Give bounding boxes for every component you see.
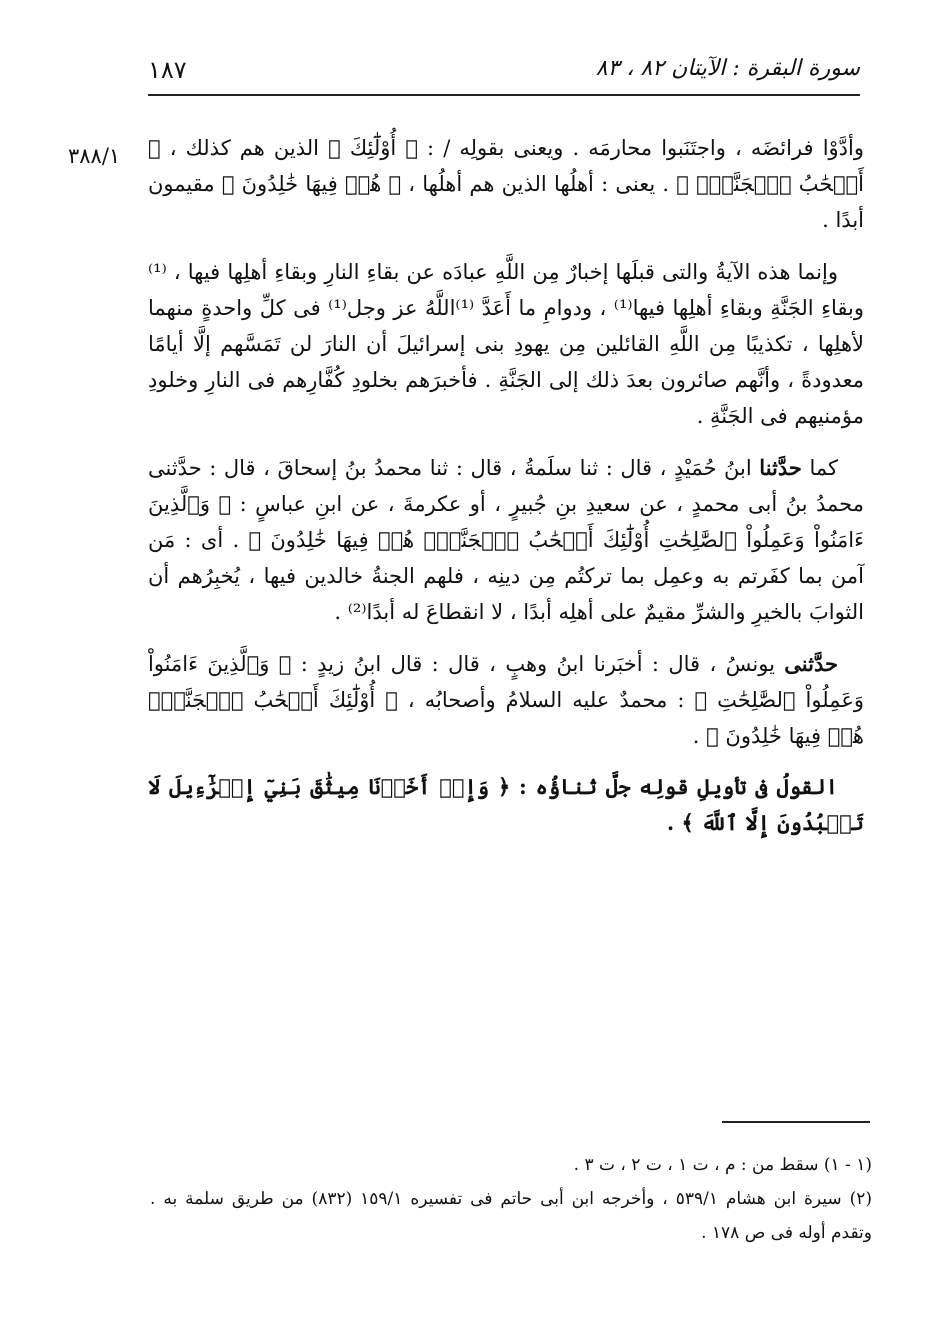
page-number: ١٨٧: [148, 56, 187, 84]
paragraph-4-text: يونسُ ، قال : أخبَرنا ابنُ وهبٍ ، قال : قال ابنُ زيدٍ : ﴿ وَٱلَّذِينَ ءَامَنُواْ وَعَمِلُواْ ٱلصَّٰلِحَٰتِ ﴾ : محمدٌ عليه السلامُ وأصحابُه ، ﴿ أُوْلَٰٓئِكَ أَصۡحَٰبُ ٱلۡجَنَّةِۖ هُمۡ فِيهَا خَٰلِدُونَ ﴾ .: [148, 651, 864, 749]
paragraph-4: [148, 646, 864, 755]
paragraph-1: وأدَّوْا فرائضَه ، واجتَنَبوا محارمَه . ويعنى بقولِه / : ﴿ أُوْلَٰٓئِكَ ﴾ الذين هم كذلك ، ﴿ أَصۡحَٰبُ ٱلۡجَنَّةِۖ ﴾ . يعنى : أهلُها الذين هم أهلُها ، ﴿ هُمۡ فِيهَا خَٰلِدُونَ ﴾ مقيمون أبدًا .: [148, 136, 864, 233]
footnote-2: (٢) سيرة ابن هشام ٥٣٩/١ ، وأخرجه ابن أبى حاتم فى تفسيره ١٥٩/١ (٨٣٢) من طريق سلمة به . وتقدم أوله فى ص ١٧٨ .: [150, 1189, 872, 1243]
paragraph-3: [148, 450, 864, 631]
paragraph-5: [148, 769, 864, 841]
paragraph-3-isnad-marker: حدَّثنا: [759, 454, 802, 480]
footnotes: [150, 1148, 872, 1250]
quran-verse: ﴿ وَإِذۡ أَخَذۡنَا مِيثَٰقَ بَنِيٓ إِسۡرَٰٓءِيلَ لَا تَعۡبُدُونَ إِلَّا ٱللَّهَ ﴾ .: [148, 774, 864, 836]
main-text: [148, 130, 864, 857]
paragraph-2: وإنما هذه الآيةُ والتى قبلَها إخبارٌ مِن اللَّهِ عبادَه عن بقاءِ النارِ وبقاءِ أهلِها فيها ، ⁽¹⁾وبقاءِ الجَنَّةِ وبقاءِ أهلِها فيها⁽¹⁾ ، ودوامِ ما أَعَدَّ ⁽¹⁾اللَّهُ عز وجل⁽¹⁾ فى كلِّ واحدةٍ منهما لأهلِها ، تكذيبًا مِن اللَّهِ القائلين مِن يهودِ بنى إسرائيلَ أن النارَ لن تَمَسَّهم إلَّا أيامًا معدودةً ، وأنَّهم صائرون بعدَ ذلك إلى الجَنَّةِ . فأخبرَهم بخلودِ كُفَّارِهم فى النارِ وخلودِ مؤمنيهم فى الجَنَّةِ .: [148, 259, 865, 429]
section-heading: القولُ فى تأويلِ قولِه جلَّ ثناؤُه :: [519, 774, 838, 800]
paragraph-4-isnad-marker: حدَّثنى: [784, 650, 838, 676]
page-header: [148, 50, 860, 96]
footnote-1: (١ - ١) سقط من : م ، ت ١ ، ت ٢ ، ت ٣ .: [573, 1155, 872, 1175]
paragraph-3-text: ابنُ حُمَيْدٍ ، قال : ثنا سلَمةُ ، قال : ثنا محمدُ بنُ إسحاقَ ، قال : حدَّثنى محمدُ بنُ أبى محمدٍ ، عن سعيدِ بنِ جُبيرٍ ، أو عكرمةَ ، عن ابنِ عباسٍ : ﴿ وَٱلَّذِينَ ءَامَنُواْ وَعَمِلُواْ ٱلصَّٰلِحَٰتِ أُوْلَٰٓئِكَ أَصۡحَٰبُ ٱلۡجَنَّةِۖ هُمۡ فِيهَا خَٰلِدُونَ ﴾ . أى : مَن آمن بما كفَرتم به وعمِل بما تركتُم مِن دينِه ، فلهم الجنةُ خالدين فيها ، يُخبِرُهم أن الثوابَ بالخيرِ والشرِّ مقيمٌ على أهلِه أبدًا ، لا انقطاعَ له أبدًا⁽²⁾ .: [148, 455, 864, 625]
paragraph-3-lead: كما: [801, 455, 838, 480]
footnote-divider: [722, 1121, 870, 1123]
running-title: سورة البقرة : الآيتان ٨٢ ، ٨٣: [595, 56, 860, 81]
margin-reference: ٣٨٨/١: [68, 144, 121, 168]
